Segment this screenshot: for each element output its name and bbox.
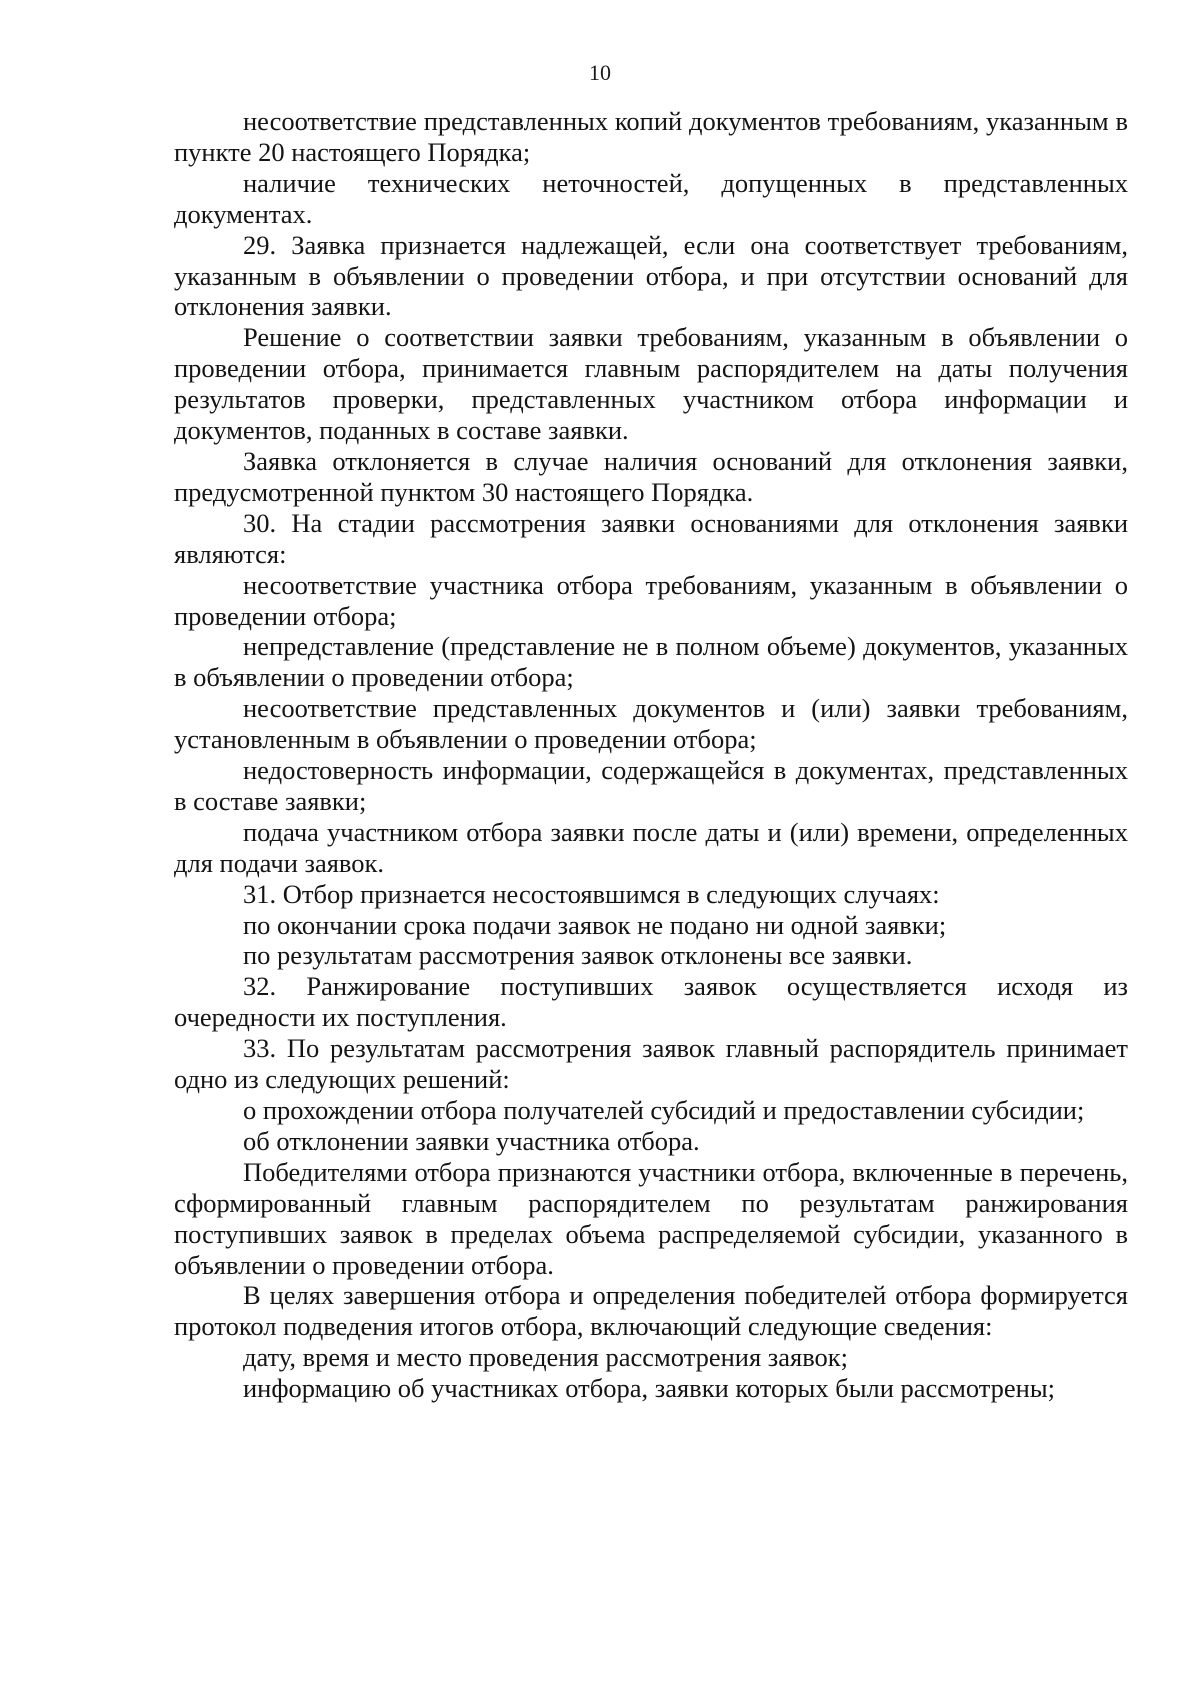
paragraph: Заявка отклоняется в случае наличия оснований для отклонения заявки, предусмотренной пунктом 30 настоящего Порядка. (174, 445, 1128, 507)
paragraph: несоответствие участника отбора требованиям, указанным в объявлении о проведении отбора; (174, 569, 1128, 631)
paragraph: 29. Заявка признается надлежащей, если она соответствует требованиям, указанным в объявлении о проведении отбора, и при отсутствии оснований для отклонения заявки. (174, 229, 1128, 322)
paragraph: о прохождении отбора получателей субсидий и предоставлении субсидии; (243, 1095, 1085, 1125)
paragraph: дату, время и место проведения рассмотрения заявок; (243, 1342, 849, 1373)
paragraph: непредставление (представление не в полном объеме) документов, указанных в объявлении о проведении отбора; (174, 631, 1128, 693)
paragraph: по результатам рассмотрения заявок отклонены все заявки. (243, 940, 913, 971)
paragraph: Победителями отбора признаются участники отбора, включенные в перечень, сформированный главным распорядителем по результатам ранжирования поступивших заявок в пределах объема распределяемой субсидии, указанного в объявлении о проведении отбора. (174, 1156, 1128, 1280)
paragraph: по окончании срока подачи заявок не подано ни одной заявки; (243, 909, 947, 940)
paragraph: подача участником отбора заявки после даты и (или) времени, определенных для подачи заявок. (174, 816, 1128, 878)
paragraph: наличие технических неточностей, допущенных в представленных документах. (174, 167, 1128, 229)
document-body (174, 106, 1128, 1404)
paragraph: 31. Отбор признается несостоявшимся в следующих случаях: (243, 878, 940, 909)
paragraph: 32. Ранжирование поступивших заявок осуществляется исходя из очередности их поступления. (174, 971, 1128, 1033)
paragraph: В целях завершения отбора и определения победителей отбора формируется протокол подведения итогов отбора, включающий следующие сведения: (174, 1280, 1128, 1342)
paragraph: Решение о соответствии заявки требованиям, указанным в объявлении о проведении отбора, принимается главным распорядителем на даты получения результатов проверки, представленных участником отбора информации и документов, поданных в составе заявки. (174, 322, 1128, 446)
paragraph: 33. По результатам рассмотрения заявок главный распорядитель принимает одно из следующих решений: (174, 1033, 1128, 1095)
paragraph: несоответствие представленных документов и (или) заявки требованиям, установленным в объявлении о проведении отбора; (174, 693, 1128, 755)
paragraph: недостоверность информации, содержащейся в документах, представленных в составе заявки; (174, 755, 1128, 816)
paragraph: об отклонении заявки участника отбора. (243, 1125, 700, 1156)
paragraph: несоответствие представленных копий документов требованиям, указанным в пункте 20 настоящего Порядка; (174, 106, 1128, 167)
page-number: 10 (589, 60, 611, 85)
paragraph: 30. На стадии рассмотрения заявки основаниями для отклонения заявки являются: (174, 507, 1128, 569)
paragraph: информацию об участниках отбора, заявки которых были рассмотрены; (243, 1373, 1056, 1404)
